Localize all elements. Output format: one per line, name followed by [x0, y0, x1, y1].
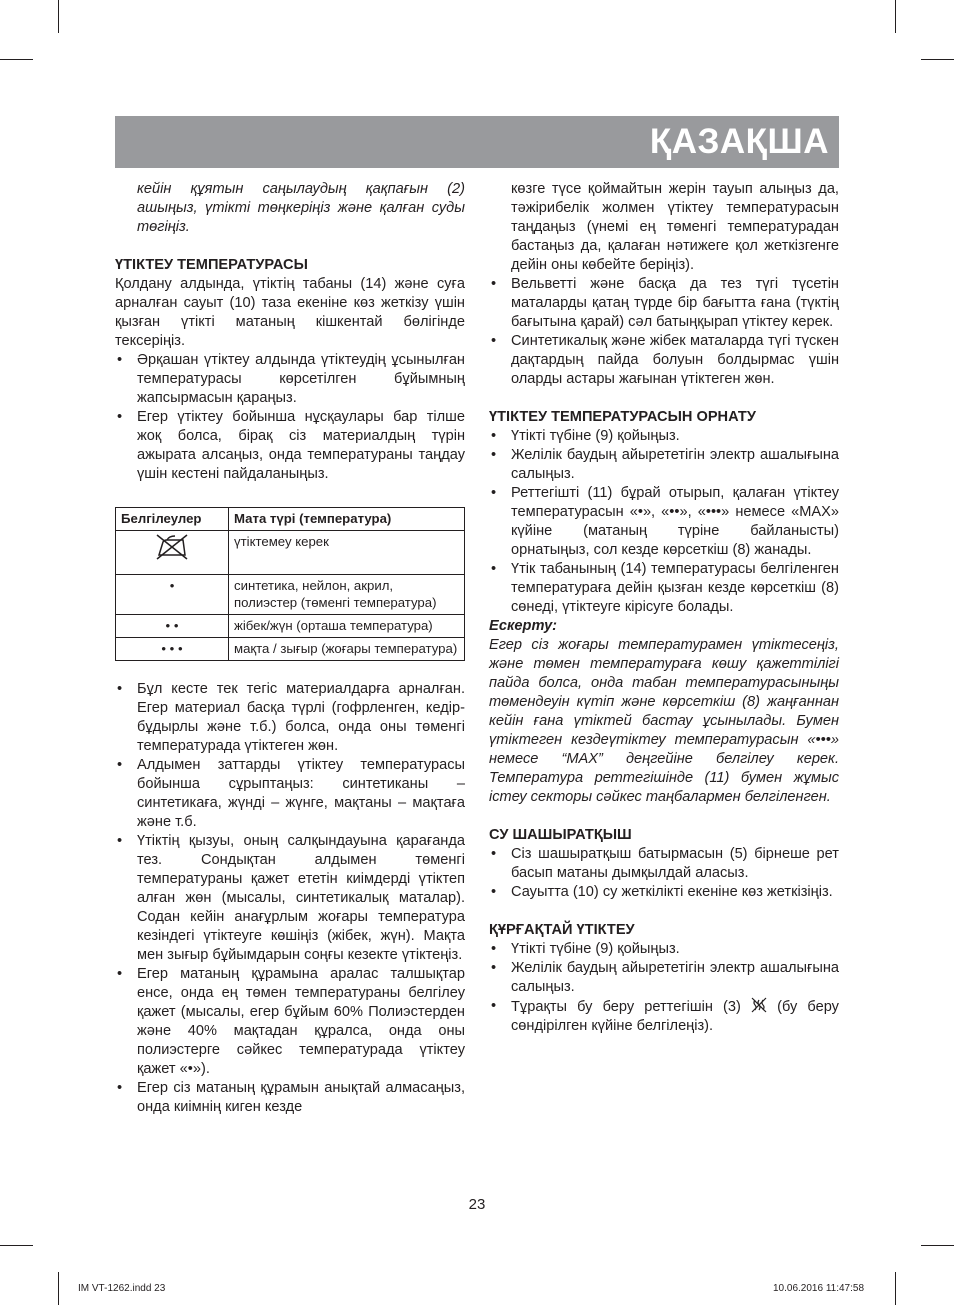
list-item: • Үтік табанының (14) температурасы белгіленген температураға дейін қызған кезде көрсеткіш (8) сөнеді, үтіктеуге кірісуге болады. — [489, 560, 839, 617]
table-header-cell: Белгілеулер — [116, 508, 229, 531]
bullet-list — [489, 275, 839, 389]
list-item: • Егер матаның құрамына аралас талшықтар енсе, онда ең төмен температураны белгілеу қажет (мысалы, егер бұйым 60% Полиэстерден және 40% мақтадан құралса, онда оны полиэстерге сәйкес температурада үтіктеу қажет «•»). — [115, 965, 465, 1079]
list-item: • Егер үтіктеу бойынша нұсқаулары бар тілше жоқ болса, бірақ сіз материалдың түрін ажырата алсаңыз, онда температураны таңдау үшін кестені пайдаланыңыз. — [115, 408, 465, 484]
list-item: • Әрқашан үтіктеу алдында үтіктеудің ұсынылған температурасы көрсетілген бұйымның жапсырмасын қараңыз. — [115, 351, 465, 408]
left-column — [115, 180, 465, 1117]
list-item: • Желілік баудың айырететігін электр ашалығына салыңыз. — [489, 446, 839, 484]
crop-mark — [895, 0, 896, 33]
crop-mark — [0, 59, 33, 60]
fabric-temperature-table — [115, 507, 465, 661]
section-heading-sprayer: СУ ШАШЫРАТҚЫШ — [489, 827, 632, 843]
file-slug: IM VT-1262.indd 23 — [78, 1283, 166, 1294]
note-text: Егер сіз жоғары температурамен үтіктесеңіз, және төмен температураға көшу қажеттілігі пайда болса, онда табан температурасыныңы төмендеуін күтіп және көрсеткіш (8) жаңғаннан кейін ғана үтіктей бастау ұсынылады. Бумен үтіктеген кездеүтіктеу температурасын «•••» немесе “MAX” деңгейіне белгілеу керек. Температура реттегішінде (11) бумен жұмыс істеу секторы сәйкес таңбалармен белгіленген. — [489, 637, 839, 805]
language-header — [115, 116, 839, 168]
table-symbol-cell: • — [116, 575, 229, 615]
list-item: • Реттегішті (11) бұрай отырып, қалаған үтіктеу температурасын «•», «••», «•••» немесе «MAX» күйіне (матаның түріне байланысты) орнатыңыз, сол кезде көрсеткіш (8) жанады. — [489, 484, 839, 560]
language-title: ҚАЗАҚША — [649, 122, 829, 161]
section-heading-set-temperature: ҮТІКТЕУ ТЕМПЕРАТУРАСЫН ОРНАТУ — [489, 409, 756, 425]
table-header-cell: Мата түрі (температура) — [229, 508, 465, 531]
table-text-cell: жібек/жүн (орташа температура) — [229, 615, 465, 638]
list-item: • Үтікті түбіне (9) қойыңыз. — [489, 940, 839, 959]
section-heading-dry-ironing: ҚҰРҒАҚТАЙ ҮТІКТЕУ — [489, 922, 635, 938]
table-row — [116, 531, 465, 575]
bullet-list — [489, 845, 839, 902]
print-datetime: 10.06.2016 11:47:58 — [773, 1283, 865, 1294]
crop-mark — [58, 1272, 59, 1305]
list-item: • Алдымен заттарды үтіктеу температурасы бойынша сұрыптаңыз: синтетиканы – синтетикаға, жүнді – жүнге, мақтаны – мақтаға және т.б. — [115, 756, 465, 832]
list-item: • Сіз шашыратқыш батырмасын (5) бірнеше рет басып матаны дымқылдай аласыз. — [489, 845, 839, 883]
crop-mark — [921, 1245, 954, 1246]
crop-mark — [58, 0, 59, 33]
list-item: • Егер сіз матаның құрамын анықтай алмасаңыз, онда киімнің киген кезде — [115, 1079, 465, 1117]
table-text-cell: мақта / зығыр (жоғары температура) — [229, 638, 465, 661]
table-header-row — [116, 508, 465, 531]
table-symbol-cell — [116, 531, 229, 575]
list-item: • Бұл кесте тек тегіс материалдарға арналған. Егер материал басқа түрлі (гофрленген, кедір-бұдырлы және т.б.) болса, онда оны төменгі температурада үтіктеген жөн. — [115, 680, 465, 756]
paragraph: көзге түсе қоймайтын жерін тауып алыңыз да, тәжірибелік жолмен үтіктеу температурасын таңдаңыз (үнемі ең төменгі температурадан бастаңыз да, қалаған нәтижеге қол жеткізгенге дейін оны көбейте беріңіз). — [511, 181, 839, 273]
right-column — [489, 180, 839, 1036]
paragraph: Қолдану алдында, үтіктің табаны (14) және суға арналған сауыт (10) таза екеніне көз жеткізу үшін қызған үтікті матаның кішкентай бөлігінде тексеріңіз. — [115, 276, 465, 349]
no-iron-icon — [153, 533, 191, 561]
bullet-list — [115, 680, 465, 1117]
table-row — [116, 638, 465, 661]
bullet-list — [489, 427, 839, 617]
list-item: • Синтетикалық және жібек маталарда түгі түскен дақтардың пайда болуын болдырмас үшін оларды астары жағынан үтіктеген жөн. — [489, 332, 839, 389]
table-row — [116, 575, 465, 615]
list-item-text: Тұрақты бу беру реттегішін (3) — [511, 999, 741, 1015]
list-item: • Вельветті және басқа да тез түгі түсетін маталарды қатаң түрде бір бағытта ғана (түктің бағытына қарай) сәл батыңқырап үтіктеу керек. — [489, 275, 839, 332]
bullet-list — [115, 351, 465, 484]
list-item: • Үтікті түбіне (9) қойыңыз. — [489, 427, 839, 446]
list-item: • Сауытта (10) су жеткілікті екеніне көз жеткізіңіз. — [489, 883, 839, 902]
list-item: • Желілік баудың айырететігін электр ашалығына салыңыз. — [489, 959, 839, 997]
table-text-cell: үтіктемеу керек — [229, 531, 465, 575]
intro-text: кейін құятын саңылаудың қақпағын (2) ашыңыз, үтікті төңкеріңіз және қалған суды төгіңіз. — [137, 181, 465, 235]
list-item — [489, 997, 839, 1036]
bullet-list — [489, 940, 839, 1036]
no-steam-icon — [751, 997, 767, 1013]
table-symbol-cell: • • • — [116, 638, 229, 661]
table-symbol-cell: • • — [116, 615, 229, 638]
section-heading-temperature: ҮТІКТЕУ ТЕМПЕРАТУРАСЫ — [115, 257, 308, 273]
page-number: 23 — [468, 1196, 486, 1213]
crop-mark — [921, 59, 954, 60]
crop-mark — [895, 1272, 896, 1305]
list-item-text: (бу беру сөндірілген күйіне белгілеңіз). — [511, 999, 839, 1034]
table-row — [116, 615, 465, 638]
table-text-cell: синтетика, нейлон, акрил, полиэстер (төменгі температура) — [229, 575, 465, 615]
list-item: • Үтіктің қызуы, оның салқындауына қарағанда тез. Сондықтан алдымен төменгі температураны қажет ететін киімдерді үтіктеп алған жөн (мысалы, синтетикалық маталар). Содан кейін анағұрлым жоғары температура кезіндегі үтіктеуге көшіңіз (жібек, жүн). Мақта мен зығыр бұйымдарын соңғы кезекте үтіктеңіз. — [115, 832, 465, 965]
crop-mark — [0, 1245, 33, 1246]
note-label: Ескерту: — [489, 618, 558, 634]
